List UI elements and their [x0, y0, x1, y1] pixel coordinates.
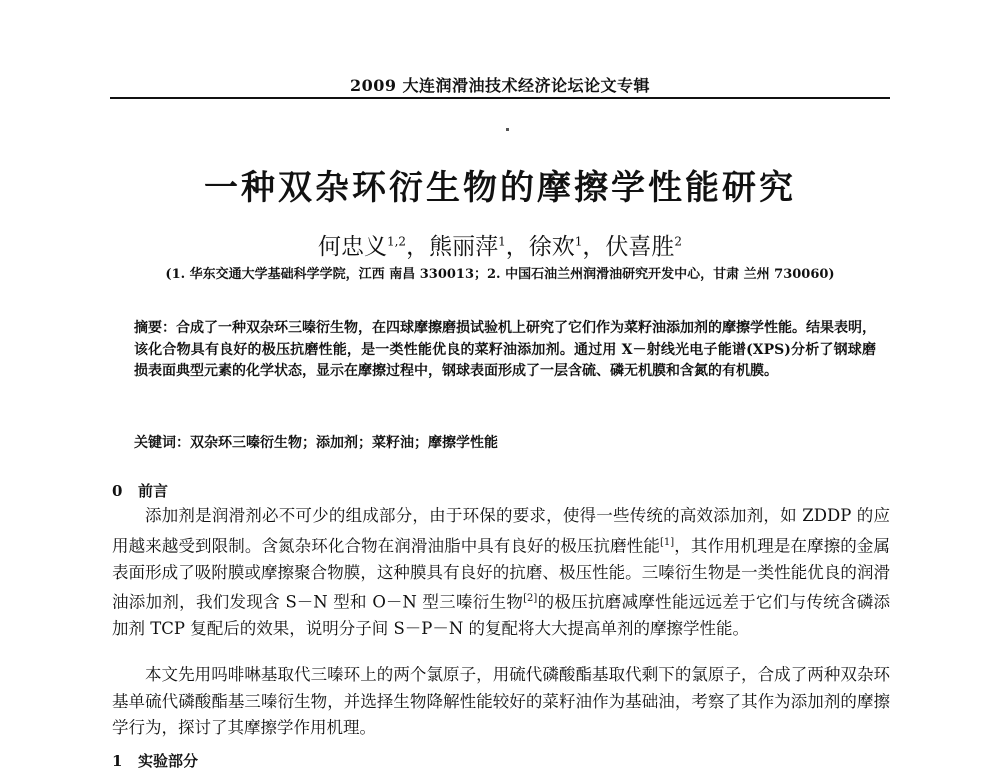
author-separator: ， — [505, 234, 529, 260]
author-name: 熊丽萍 — [429, 234, 499, 260]
section-heading-intro — [112, 480, 168, 501]
author-line — [0, 228, 1000, 261]
author-affil-mark: 1 — [498, 234, 506, 249]
abstract-text: 合成了一种双杂环三嗪衍生物，在四球摩擦磨损试验机上研究了它们作为菜籽油添加剂的摩擦学性能。结果表明，该化合物具有良好的极压抗磨性能，是一类性能优良的菜籽油添加剂。通过用 X－射线光电子能谱(XPS)分析了钢球磨损表面典型元素的化学状态，显示在摩擦过程中，钢球表面形成了一层含硫、磷无机膜和含氮的有机膜。 — [134, 320, 876, 379]
keywords-label: 关键词： — [134, 435, 190, 451]
header-rule — [110, 97, 890, 99]
section-title: 实验部分 — [138, 752, 199, 770]
section-number: 0 — [112, 482, 123, 500]
author-affil-mark: 1 — [574, 234, 583, 249]
section-title: 前言 — [138, 482, 169, 500]
paragraph-text: 本文先用吗啡啉基取代三嗪环上的两个氯原子，用硫代磷酸酯基取代剩下的氯原子，合成了两种双杂环基单硫代磷酸酯基三嗪衍生物，并选择生物降解性能较好的菜籽油作为基础油，考察了其作为添加剂的摩擦学行为，探讨了其摩擦学作用机理。 — [112, 665, 890, 737]
author-separator: ， — [582, 234, 606, 260]
author-affil-mark: 1,2 — [386, 234, 407, 249]
paragraph-text: ，其作用机理是在摩擦的金属表面形成了吸附膜或摩擦聚合物膜，这种膜具有良好的抗磨、极压性能。三嗪衍生物是一类性能优良的润滑油添加剂，我们发现含 S－N 型和 O－N 型三嗪衍生物 — [112, 536, 891, 612]
keywords — [134, 432, 876, 452]
intro-paragraph-1 — [112, 503, 890, 643]
citation-ref[interactable]: [1] — [659, 536, 675, 548]
keywords-text: 双杂环三嗪衍生物；添加剂；菜籽油；摩擦学性能 — [190, 435, 498, 451]
abstract — [134, 318, 876, 383]
citation-ref[interactable]: [2] — [523, 593, 538, 604]
affiliations: (1. 华东交通大学基础科学学院，江西 南昌 330013；2. 中国石油兰州润滑油研究开发中心，甘肃 兰州 730060) — [165, 267, 835, 282]
section-number: 1 — [112, 752, 123, 770]
author-affil-mark: 2 — [674, 234, 682, 249]
paper-title: 一种双杂环衍生物的摩擦学性能研究 — [204, 168, 796, 208]
author-name: 伏喜胜 — [605, 234, 675, 260]
author-name: 何忠义 — [317, 234, 387, 260]
section-heading-experimental — [112, 750, 198, 771]
abstract-label: 摘要： — [134, 320, 176, 336]
paragraph-text: 添加剂是润滑剂必不可少的组成部分，由于环保的要求，使得一些传统的高效添加剂，如 ZDDP 的应用越来越受到限制。含氮杂环化合物在润滑油脂中具有良好的极压抗磨性能 — [112, 506, 890, 555]
author-name: 徐欢 — [528, 234, 575, 260]
intro-paragraph-2 — [112, 662, 890, 742]
running-header: 2009 大连润滑油技术经济论坛论文专辑 — [349, 76, 651, 95]
author-separator: ， — [406, 234, 430, 260]
scan-speck — [506, 128, 509, 131]
paragraph-text: 的极压抗磨减摩性能远远差于它们与传统含磷添加剂 TCP 复配后的效果，说明分子间 S－P－N 的复配将大大提高单剂的摩擦学性能。 — [112, 592, 891, 638]
